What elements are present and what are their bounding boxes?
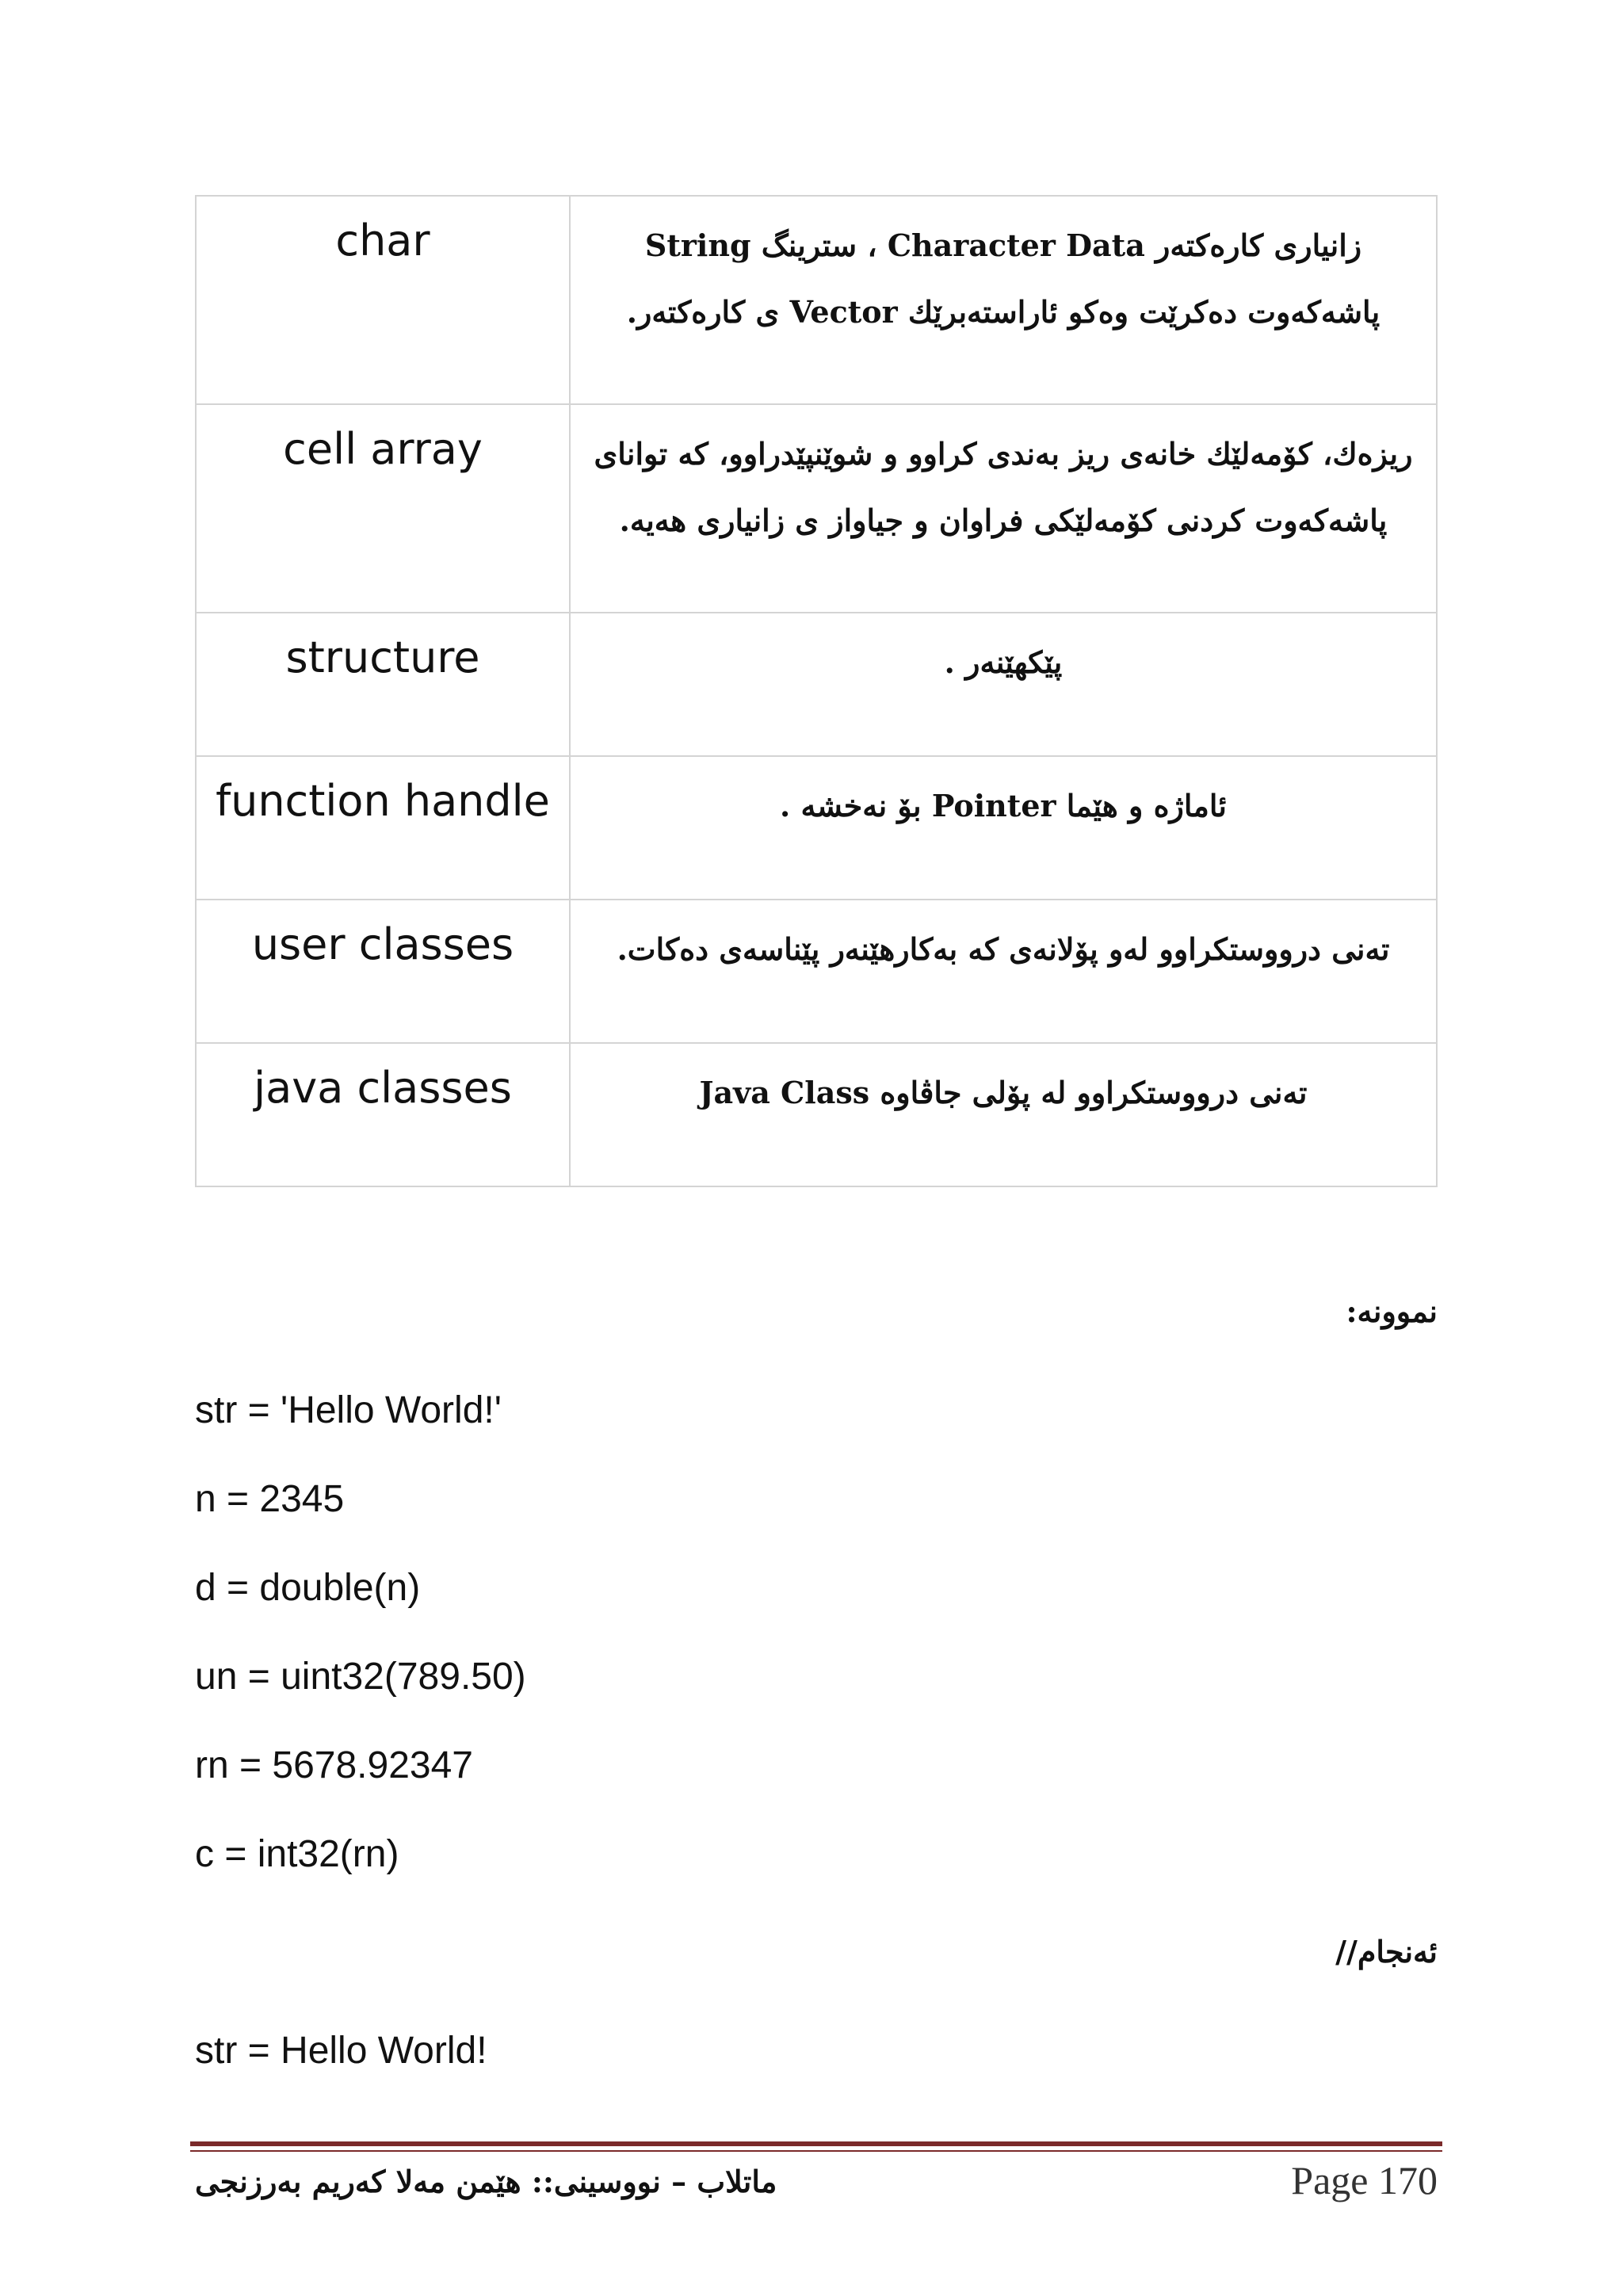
- code-line: rn = 5678.92347: [195, 1744, 473, 1786]
- footer-divider-thin: [190, 2150, 1442, 2152]
- type-name-cell: function handle: [196, 756, 570, 900]
- type-name-cell: structure: [196, 613, 570, 756]
- code-line: un = uint32(789.50): [195, 1656, 526, 1698]
- description-line: پاشەکەوت کردنی کۆمەلێکی فراوان و جیاواز ی زانیاری هەیە.: [619, 502, 1388, 538]
- code-line: c = int32(rn): [195, 1833, 399, 1875]
- description-line: ئاماژە و هێما Pointer بۆ نەخشە .: [779, 788, 1227, 823]
- type-description-cell: [570, 196, 1437, 404]
- type-description-cell: [570, 404, 1437, 613]
- data-types-table: [195, 195, 1438, 1187]
- result-line: str = Hello World!: [195, 2030, 487, 2072]
- footer-divider: [190, 2141, 1442, 2146]
- code-line: str = 'Hello World!': [195, 1389, 502, 1431]
- type-name-cell: char: [196, 196, 570, 404]
- table-row: [196, 900, 1437, 1043]
- description-line: زانیاری کارەکتەر Character Data ، سترینگ String: [644, 227, 1362, 263]
- code-line: d = double(n): [195, 1567, 421, 1609]
- description-line: ریزەك، کۆمەلێك خانەی ریز بەندی کراوو و شوێنپێدراوو، کە توانای: [594, 436, 1413, 472]
- type-name-cell: cell array: [196, 404, 570, 613]
- table-row: [196, 404, 1437, 613]
- example-heading: نموونە:: [1346, 1293, 1438, 1329]
- description-line: تەنی درووستکراوو لە پۆلی جاڤاوە Java Class: [699, 1075, 1308, 1110]
- result-heading: ئەنجام//: [1335, 1934, 1438, 1969]
- type-name-cell: user classes: [196, 900, 570, 1043]
- description-line: پاشەکەوت دەکرێت وەکو ئاراستەبرێك Vector ی کارەکتەر.: [626, 294, 1381, 330]
- table-row: [196, 196, 1437, 404]
- type-description-cell: [570, 1043, 1437, 1186]
- type-description-cell: [570, 613, 1437, 756]
- page-number: Page 170: [1291, 2158, 1438, 2202]
- type-description-cell: [570, 756, 1437, 900]
- table-row: [196, 756, 1437, 900]
- type-name-cell: java classes: [196, 1043, 570, 1186]
- table-row: [196, 613, 1437, 756]
- code-line: n = 2345: [195, 1478, 345, 1520]
- footer-author: ماتلاب – نووسینی:: هێمن مەلا کەریم بەرزنجی: [195, 2164, 777, 2199]
- type-description-cell: [570, 900, 1437, 1043]
- table-row: [196, 1043, 1437, 1186]
- description-line: تەنی درووستکراوو لەو پۆلانەی کە بەکارهێنەر پێناسەی دەکات.: [617, 931, 1390, 967]
- description-line: پێکهێنەر .: [944, 644, 1063, 680]
